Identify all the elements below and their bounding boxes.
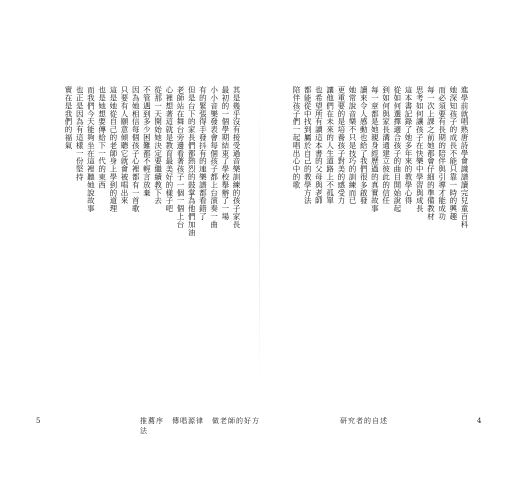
text-column: 心裡想著這就是教育最美好的樣子吧 [164,86,174,213]
text-column: 這是她從自己的老師身上學到的道理 [108,86,118,213]
text-column: 而必須要有長期的陪伴與引導才能成功 [437,86,447,221]
text-column: 這本書記錄了她多年來的教學心得 [404,86,413,205]
text-column: 但是台下的家長們都熱烈的鼓掌為他們加油 [187,86,197,237]
text-column: 到如何與家長溝通建立彼此的信任 [381,86,391,205]
text-column: 因為她相信每個孩子心裡都有一首歌 [131,86,141,213]
right-page [260,0,520,500]
text-column: 每一章都是她親身經歷過的真實故事 [370,86,380,213]
text-column: 而我們今天能夠坐在這裡聽她說故事 [86,86,96,213]
page-number: 4 [477,417,482,425]
running-head: 推薦序 傳唱源律 做老師的好方法 [140,417,260,435]
text-column: 從那一天開始她決定要繼續教下去 [153,86,163,205]
text-column: 其是幾乎沒有接受過音樂訓練的孩子家長 [232,86,241,229]
text-column: 從如何選擇適合孩子的曲目開始說起 [392,86,402,213]
text-column: 進學前就唱熟唐詩學會識譜讀完兒童百科 [460,86,469,229]
text-column: 每一次上課之前她都會仔細的準備教材 [426,86,436,221]
text-column: 更重要的是培養孩子對美的感受力 [336,86,346,205]
text-column: 讓他們在未來的人生道路上不孤單 [325,86,335,205]
text-column: 她深知孩子的成長不能只靠一時的興趣 [448,86,458,221]
text-column: 讀來令人感動也給了我們很多啟發 [359,86,369,205]
text-column: 小小音樂發表會每個孩子都上台演奏一曲 [209,86,219,229]
text-column: 實在是我們的福氣 [64,86,73,150]
running-head: 研究者的自述 [340,417,388,425]
text-column: 思考如何讓孩子在快樂中學習與成長 [415,86,425,213]
page-number: 5 [36,417,41,425]
text-column: 也是她想要傳給下一代的東西 [97,86,107,189]
text-column: 只要有人願意傾聽它就會被唱出來 [120,86,129,205]
text-column: 都能從中找到屬於自己的教學方法 [303,86,313,205]
text-column: 也正是因為有這樣一份堅持 [75,86,85,181]
text-column: 不管遇到多少困難都不輕言放棄 [142,86,152,197]
text-column: 也希望所有讀這本書的父母與老師 [314,86,324,205]
text-column: 陪伴孩子們一起唱出心中的歌 [292,86,301,189]
left-text-block [60,86,240,386]
right-text-block [288,86,468,386]
text-column: 她常說音樂不只是技巧的訓練而已 [348,86,357,205]
text-column: 有的緊張得手發抖有的連樂譜都看錯了 [198,86,208,221]
text-column: 老師站在舞台旁邊看著孩子一個一個上台 [176,86,185,229]
text-column: 最初的一個學期結束了學校舉辦了一場 [220,86,230,221]
